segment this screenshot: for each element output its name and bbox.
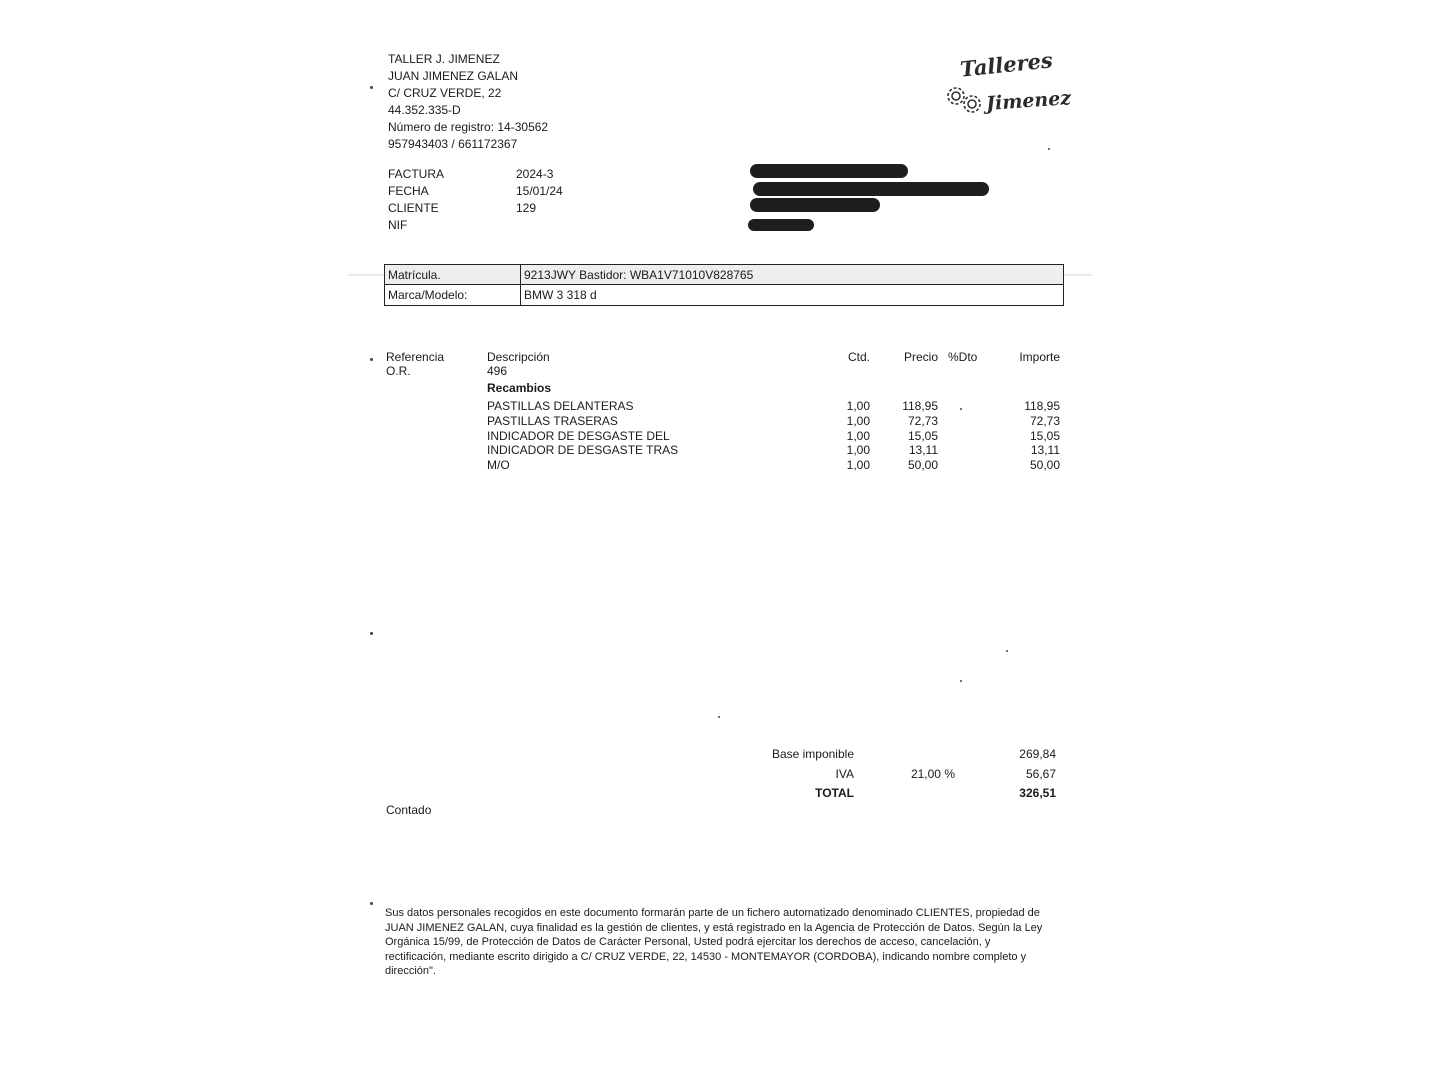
or-number: 496 — [487, 364, 508, 378]
total-value: 326,51 — [1019, 786, 1056, 800]
model-value: BMW 3 318 d — [524, 288, 597, 302]
factura-label: FACTURA — [388, 167, 445, 181]
company-owner: JUAN JIMENEZ GALAN — [388, 69, 519, 83]
iva-label: IVA — [835, 767, 854, 781]
col-dto: %Dto — [948, 350, 978, 364]
logo-line-1: Talleres — [958, 47, 1054, 82]
logo-line-2: Jimenez — [985, 87, 1072, 115]
redacted-customer-nif — [748, 219, 814, 231]
fecha-value: 15/01/24 — [516, 184, 563, 198]
item-qty: 1,00 — [846, 414, 870, 428]
scan-speck — [370, 86, 373, 89]
factura-value: 2024-3 — [516, 167, 554, 181]
vehicle-row-model — [385, 285, 1063, 304]
scan-speck — [1048, 148, 1050, 150]
col-importe: Importe — [1019, 350, 1060, 364]
scan-speck — [718, 716, 720, 718]
scan-speck — [370, 902, 373, 905]
item-description: M/O — [487, 458, 510, 472]
legal-notice: Sus datos personales recogidos en este documento formarán parte de un fichero automatizado denominado CLIENTES, propiedad de JUAN JIMENEZ GALAN, cuya finalidad es la gestión de clientes, y está registrado en la Agencia de Protección de Datos. Según la Ley Orgánica 15/99, de Protección de Datos de Carácter Personal, Usted podrá ejercitar los derechos de acceso, cancelación, y rectificación, mediante escrito dirigido a C/ CRUZ VERDE, 22, 14530 - MONTEMAYOR (CORDOBA), indicando nombre completo y dirección". — [385, 907, 1043, 977]
item-description: INDICADOR DE DESGASTE TRAS — [487, 443, 679, 457]
item-price: 118,95 — [902, 399, 938, 413]
item-amount: 118,95 — [1024, 399, 1060, 413]
scan-speck — [960, 680, 962, 682]
redacted-customer-address — [753, 182, 989, 196]
table-row — [348, 458, 1092, 473]
item-qty: 1,00 — [846, 399, 870, 413]
item-description: PASTILLAS TRASERAS — [487, 414, 618, 428]
nif-label: NIF — [388, 218, 408, 232]
table-row — [348, 429, 1092, 444]
col-descripcion: Descripción — [487, 350, 550, 364]
scan-speck — [960, 408, 962, 410]
vehicle-table-divider — [520, 265, 521, 305]
section-recambios: Recambios — [487, 381, 552, 395]
fecha-label: FECHA — [388, 184, 429, 198]
invoice-page — [348, 28, 1092, 1058]
col-or: O.R. — [386, 364, 411, 378]
item-description: PASTILLAS DELANTERAS — [487, 399, 634, 413]
base-label: Base imponible — [771, 747, 854, 761]
company-phones: 957943403 / 661172367 — [388, 137, 518, 151]
company-registry: Número de registro: 14-30562 — [388, 120, 549, 134]
model-label: Marca/Modelo: — [388, 288, 468, 302]
vehicle-table — [384, 264, 1064, 306]
item-price: 50,00 — [907, 458, 938, 472]
cliente-label: CLIENTE — [388, 201, 439, 215]
item-description: INDICADOR DE DESGASTE DEL — [487, 429, 670, 443]
scan-speck — [370, 358, 373, 361]
vehicle-row-plate — [385, 265, 1063, 285]
item-price: 72,73 — [907, 414, 938, 428]
scan-speck — [1006, 650, 1008, 652]
table-row — [348, 414, 1092, 429]
item-amount: 50,00 — [1029, 458, 1060, 472]
company-address: C/ CRUZ VERDE, 22 — [388, 86, 502, 100]
iva-rate: 21,00 % — [910, 767, 955, 781]
base-value: 269,84 — [1019, 747, 1056, 761]
plate-value: 9213JWY Bastidor: WBA1V71010V828765 — [524, 268, 754, 282]
col-referencia: Referencia — [386, 350, 445, 364]
table-row — [348, 399, 1092, 414]
redacted-customer-name — [750, 164, 908, 178]
item-price: 13,11 — [908, 443, 938, 457]
item-qty: 1,00 — [846, 443, 870, 457]
company-tax-id: 44.352.335-D — [388, 103, 461, 117]
iva-value: 56,67 — [1025, 767, 1056, 781]
redacted-customer-city — [750, 198, 880, 212]
item-amount: 72,73 — [1029, 414, 1060, 428]
item-qty: 1,00 — [846, 458, 870, 472]
item-amount: 13,11 — [1030, 443, 1060, 457]
item-qty: 1,00 — [846, 429, 870, 443]
table-row — [348, 443, 1092, 458]
item-amount: 15,05 — [1029, 429, 1060, 443]
payment-method: Contado — [386, 803, 432, 817]
total-label: TOTAL — [815, 786, 854, 800]
scan-speck — [370, 632, 373, 635]
col-ctd: Ctd. — [847, 350, 870, 364]
company-logo — [944, 47, 1072, 124]
cliente-value: 129 — [516, 201, 537, 215]
company-name: TALLER J. JIMENEZ — [388, 52, 500, 66]
col-precio: Precio — [903, 350, 938, 364]
plate-label: Matrícula. — [388, 268, 441, 282]
item-price: 15,05 — [907, 429, 938, 443]
